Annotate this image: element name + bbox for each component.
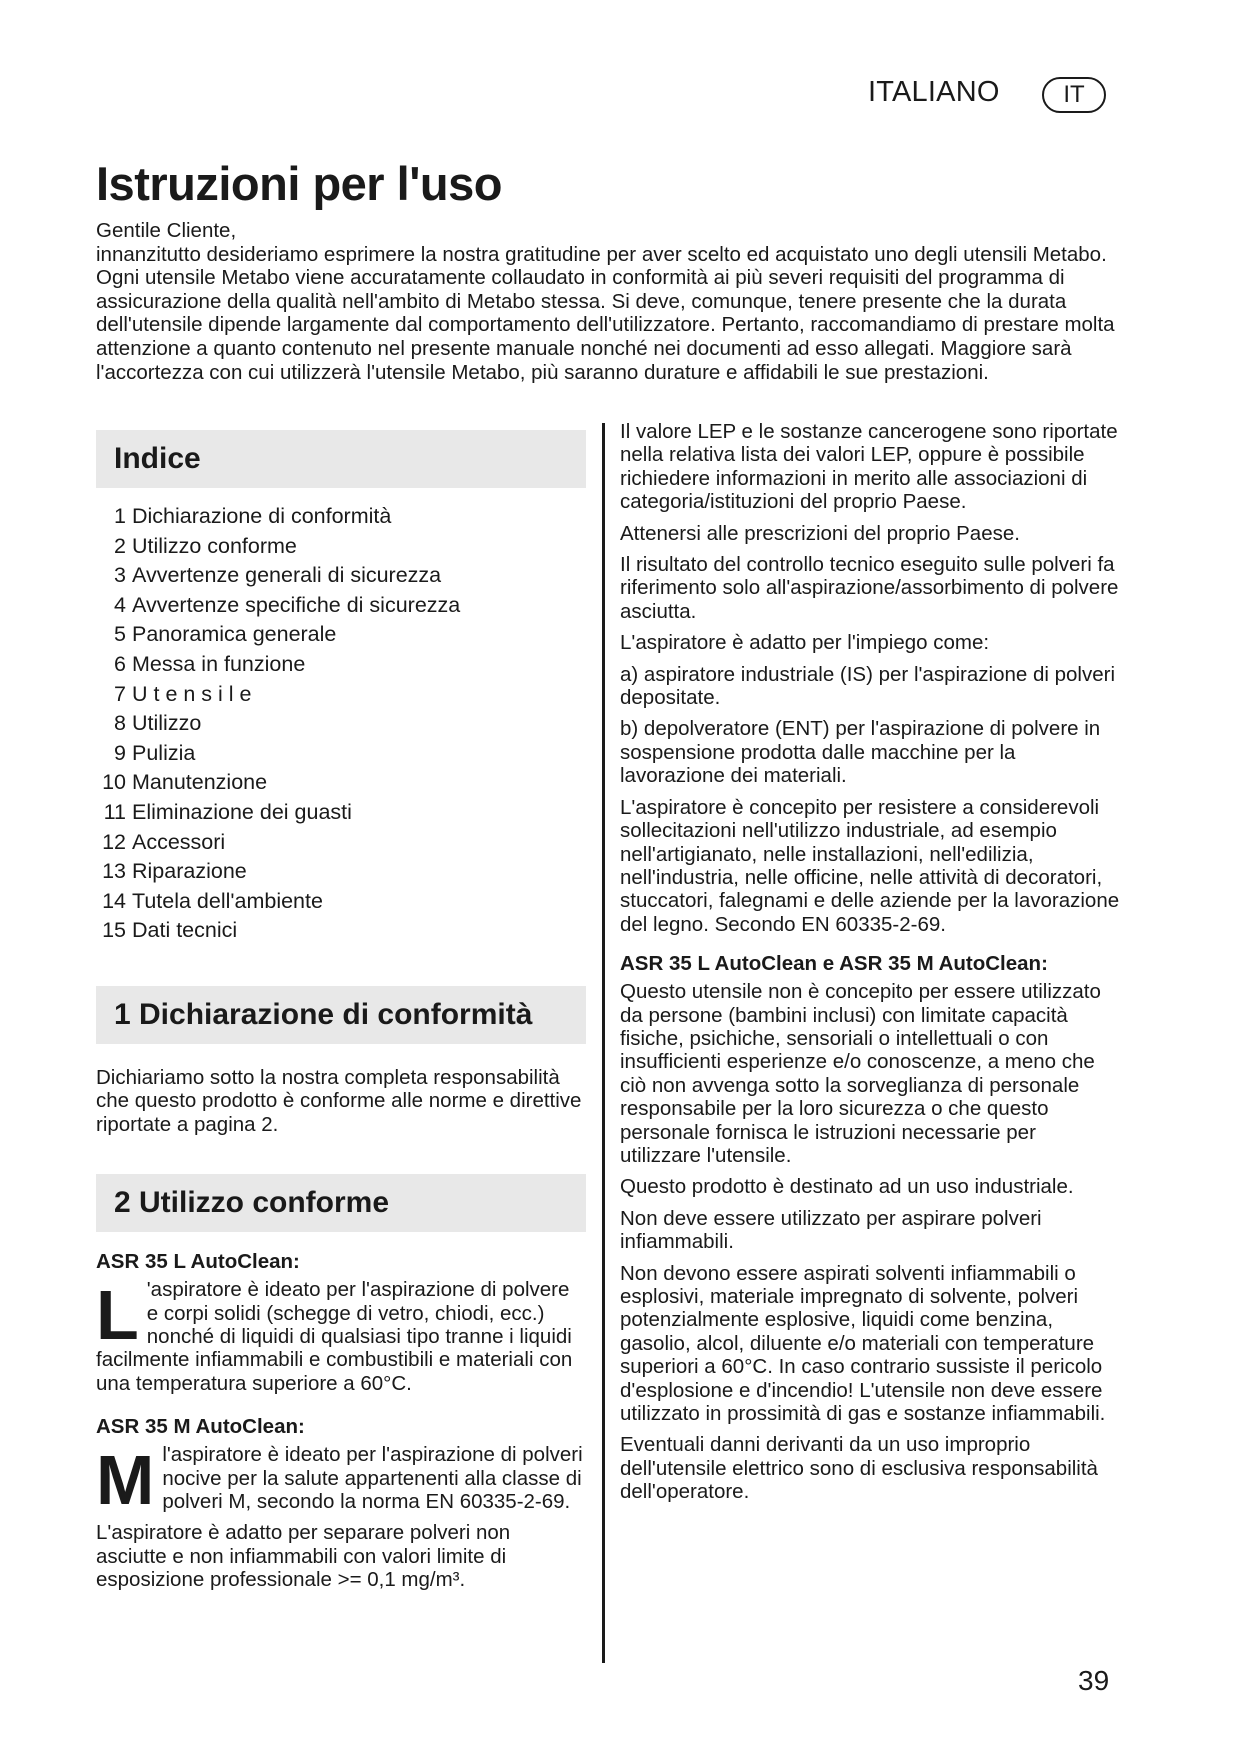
asr-l-body	[96, 1278, 586, 1395]
toc-item-label: Dati tecnici	[132, 918, 238, 943]
toc-item	[96, 768, 586, 798]
rc-p11: Non devono essere aspirati solventi infiammabili o esplosivi, materiale impregnato di solvente, polveri potenzialmente esplosive, liquidi come benzina, gasolio, alcol, diluente e/o materiali con temperature superiori a 60°C. In caso contrario sussiste il pericolo d'esplosione e d'incendio! L'utensile non deve essere utilizzato in prossimità di gas e sostanze infiammabili.	[620, 1261, 1106, 1426]
toc-item-label: Avvertenze specifiche di sicurezza	[132, 592, 461, 617]
toc-item	[96, 591, 586, 621]
toc-item-label: Dichiarazione di conformità	[132, 504, 392, 528]
rc-p10: Non deve essere utilizzato per aspirare polveri infiammabili.	[620, 1206, 1042, 1254]
asr-m-title: ASR 35 M AutoClean:	[96, 1415, 305, 1439]
toc-item	[96, 739, 586, 769]
toc-item-label: U t e n s i l e	[132, 681, 252, 706]
intro	[96, 219, 1116, 384]
toc-item	[96, 532, 586, 562]
rc-p8: Questo utensile non è concepito per essere utilizzato da persone (bambini inclusi) con limitate capacità fisiche, psichiche, sensoriali o intellettuali o con insufficienti esperienze e/o conoscenze, a meno che ciò non avvenga sotto la sorveglianza di personale responsabile per la loro sicurezza o che questo personale fornisca le istruzioni necessarie per utilizzare l'utensile.	[620, 980, 1101, 1167]
language-label: ITALIANO	[868, 76, 1000, 108]
intro-body: innanzitutto desideriamo esprimere la nostra gratitudine per aver scelto ed acquistato uno degli utensili Metabo. Ogni utensile Metabo viene accuratamente collaudato in conformità ai più severi requisiti del programma di assicurazione della qualità nell'ambito di Metabo stessa. Si deve, comunque, tenere presente che la durata dell'utensile dipende largamente dal comportamento dell'utilizzatore. Pertanto, raccomandiamo di prestare molta attenzione a quanto contenuto nel presente manuale nonché nei documenti ad esso allegati. Maggiore sarà l'accortezza con cui utilizzerà l'utensile Metabo, più saranno durature e affidabili le sue prestazioni.	[96, 242, 1115, 384]
toc-item-label: Eliminazione dei guasti	[132, 799, 352, 824]
toc-item-label: Tutela dell'ambiente	[132, 888, 323, 913]
toc-heading: Indice	[96, 430, 586, 488]
toc-item	[96, 502, 586, 532]
toc-item	[96, 828, 586, 858]
toc-item	[96, 561, 586, 591]
toc-item-label: Riparazione	[132, 859, 247, 884]
toc-item-number: 14	[102, 888, 126, 913]
asr-m-text: l'aspiratore è ideato per l'aspirazione di polveri nocive per la salute appartenenti alla classe di polveri M, secondo la norma EN 60335-2-69.	[162, 1443, 583, 1513]
dropcap-l: L	[96, 1276, 139, 1355]
toc-item-number: 3	[114, 563, 126, 588]
rc-p6: b) depolveratore (ENT) per l'aspirazione di polvere in sospensione prodotta dalle macchine per la lavorazione dei materiali.	[620, 717, 1101, 788]
toc-item	[96, 650, 586, 680]
rc-p12: Eventuali danni derivanti da un uso improprio dell'utensile elettrico sono di esclusiva responsabilità dell'operatore.	[620, 1433, 1098, 1504]
section1-heading: 1 Dichiarazione di conformità	[96, 986, 586, 1044]
intro-greeting: Gentile Cliente,	[96, 219, 237, 242]
toc-item-number: 9	[114, 740, 126, 765]
toc-item	[96, 680, 586, 710]
toc-item	[96, 857, 586, 887]
toc-item-number: 13	[102, 859, 126, 884]
toc-item	[96, 798, 586, 828]
asr-l-text: 'aspiratore è ideato per l'aspirazione di polvere e corpi solidi (schegge di vetro, chiodi, ecc.) nonché di liquidi di qualsiasi tipo tranne i liquidi facilmente infiammabili e combustibili e materiali con una temperatura superiore a 60°C.	[96, 1278, 573, 1395]
toc-item	[96, 916, 586, 946]
page-number: 39	[1078, 1665, 1110, 1696]
toc-item-number: 1	[114, 504, 126, 528]
toc-list	[96, 502, 586, 946]
toc-item-label: Avvertenze generali di sicurezza	[132, 563, 442, 588]
section1-body: Dichiariamo sotto la nostra completa responsabilità che questo prodotto è conforme alle norme e direttive riportate a pagina 2.	[96, 1065, 582, 1136]
toc-item	[96, 709, 586, 739]
rc-p5: a) aspiratore industriale (IS) per l'aspirazione di polveri depositate.	[620, 662, 1116, 710]
toc-item-label: Utilizzo conforme	[132, 533, 297, 558]
rc-p2: Attenersi alle prescrizioni del proprio Paese.	[620, 521, 1020, 545]
language-badge: IT	[1042, 77, 1106, 113]
toc-item-number: 2	[114, 533, 126, 558]
rc-p4: L'aspiratore è adatto per l'impiego come:	[620, 631, 990, 655]
right-column	[620, 420, 1120, 1512]
toc-item-number: 6	[114, 651, 126, 676]
rc-p9: Questo prodotto è destinato ad un uso industriale.	[620, 1175, 1074, 1199]
toc-item-number: 11	[103, 799, 126, 824]
section2-heading: 2 Utilizzo conforme	[96, 1174, 586, 1232]
asr-m-body	[96, 1441, 586, 1520]
toc-item-number: 5	[114, 622, 126, 647]
rc-sub-title: ASR 35 L AutoClean e ASR 35 M AutoClean:	[620, 952, 1048, 976]
toc-item-label: Utilizzo	[132, 711, 202, 736]
toc-item-label: Messa in funzione	[132, 651, 306, 676]
column-divider	[602, 423, 605, 1663]
asr-suitability: L'aspiratore è adatto per separare polveri non asciutte e non infiammabili con valori limite di esposizione professionale >= 0,1 mg/m³.	[96, 1521, 511, 1592]
toc-item-number: 10	[102, 770, 126, 795]
toc-item-number: 12	[102, 829, 126, 854]
rc-p1: Il valore LEP e le sostanze cancerogene sono riportate nella relativa lista dei valori LEP, oppure è possibile richiedere informazioni in merito alle associazioni di categoria/istituzioni del proprio Paese.	[620, 420, 1118, 514]
toc-item-number: 7	[114, 681, 126, 706]
toc-item	[96, 887, 586, 917]
toc-item-label: Manutenzione	[132, 770, 268, 795]
toc-item-number: 15	[102, 918, 126, 943]
dropcap-m: M	[96, 1441, 155, 1520]
toc-item-label: Pulizia	[132, 740, 196, 765]
page-title: Istruzioni per l'uso	[96, 157, 502, 210]
asr-l-title: ASR 35 L AutoClean:	[96, 1250, 300, 1274]
toc-item-label: Accessori	[132, 829, 226, 854]
toc-item-number: 8	[114, 711, 126, 736]
toc-item	[96, 620, 586, 650]
rc-p3: Il risultato del controllo tecnico eseguito sulle polveri fa riferimento solo all'aspirazione/assorbimento di polvere asciutta.	[620, 553, 1119, 623]
left-column	[96, 430, 586, 1600]
toc-item-number: 4	[114, 592, 126, 617]
toc-item-label: Panoramica generale	[132, 622, 337, 647]
rc-p7: L'aspiratore è concepito per resistere a considerevoli sollecitazioni nell'utilizzo industriale, ad esempio nell'artigianato, nelle installazioni, nell'edilizia, nell'industria, nelle officine, nelle attività di decoratori, stuccatori, falegnami e delle aziende per la lavorazione del legno. Secondo EN 60335-2-69.	[620, 795, 1120, 936]
